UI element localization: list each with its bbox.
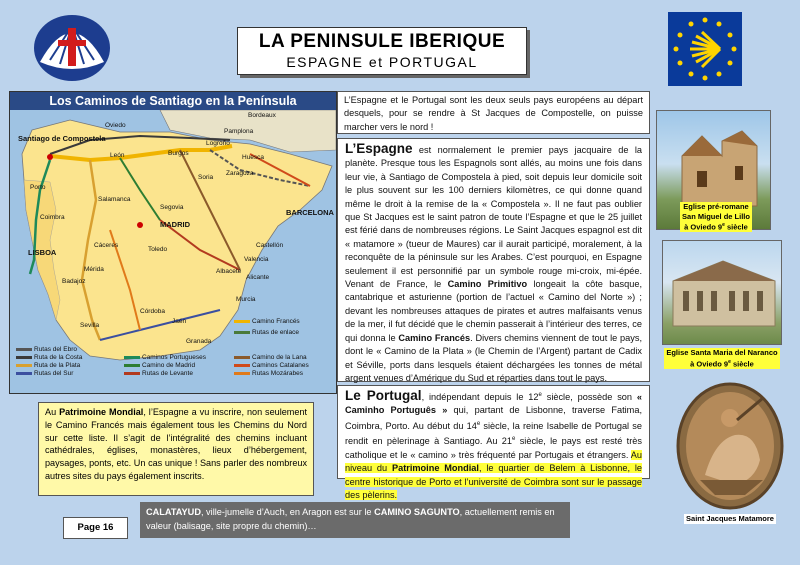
portugal-hl-b: , le quartier de Belem à Lisbonne, le centre historique de Porto et l’université de Coimbra sont sur le passage des pèlerins.	[345, 463, 642, 501]
photo-matamore-medallion	[675, 380, 785, 512]
footer-city: CALATAYUD	[146, 507, 201, 517]
city-leon: León	[110, 152, 125, 159]
patrimoine-mondial: Patrimoine Mondial	[59, 407, 144, 417]
calatayud-note	[140, 502, 570, 538]
city-barcelona: BARCELONA	[286, 208, 334, 217]
espagne-lead: L’Espagne	[345, 141, 413, 156]
city-jaen: Jaén	[172, 318, 187, 325]
caption-lillo-1: Eglise pré-romane	[683, 202, 749, 211]
portugal-text-1b: siècle, possède son	[541, 392, 637, 403]
patrimoine-box	[38, 402, 314, 496]
caption-matamore	[668, 514, 792, 524]
intro-paragraph: L’Espagne et le Portugal sont les deux seuls pays européens au départ desquels, pour se rendre à St Jacques de Compostelle, on puisse marcher vers le nord !	[337, 91, 650, 134]
city-santiago: Santiago de Compostela	[18, 134, 106, 143]
legend-enlace: Rutas de enlace	[234, 329, 299, 336]
page-title-box	[237, 27, 527, 75]
city-lisboa: LISBOA	[28, 248, 57, 257]
legend-frances: Camino Francés	[234, 318, 300, 325]
city-castellon: Castellón	[256, 242, 284, 249]
city-murcia: Murcia	[236, 296, 256, 303]
footer-text-b: , actuellement remis en valeur (balisage, site propre du chemin)…	[146, 507, 555, 531]
page-subtitle: ESPAGNE et PORTUGAL	[286, 54, 478, 70]
caption-matamore-text: Saint Jacques Matamore	[686, 514, 774, 523]
camino-europe-flag	[668, 12, 742, 86]
caption-lillo-3a: à Oviedo 9	[684, 222, 723, 232]
footer-text-a: , ville-jumelle d’Auch, en Aragon est sur le	[200, 507, 375, 517]
city-burgos: Burgos	[168, 150, 189, 157]
city-alicante: Alicante	[246, 274, 270, 281]
portugal-hl-a: Au niveau du	[345, 449, 643, 474]
caption-naranco	[656, 348, 788, 369]
city-bordeaux: Bordeaux	[248, 112, 276, 119]
legend-costa: Ruta de la Costa	[16, 354, 82, 361]
city-cordoba: Córdoba	[140, 308, 165, 315]
legend-ebro: Rutas del Ebro	[16, 346, 77, 353]
espagne-section	[337, 138, 650, 382]
map-title: Los Caminos de Santiago en la Península	[10, 92, 336, 110]
photo-santa-maria-naranco	[662, 240, 782, 345]
footer-camino: CAMINO SAGUNTO	[374, 507, 460, 517]
patrimoine-text-a: Au	[45, 407, 60, 417]
city-porto: Porto	[30, 184, 46, 191]
caminho-portugues: « Caminho Português »	[345, 392, 642, 416]
city-toledo: Toledo	[148, 246, 168, 253]
city-merida: Mérida	[84, 266, 104, 273]
legend-lana: Camino de la Lana	[234, 354, 307, 361]
portugal-patrimoine: Patrimoine Mondial	[391, 463, 479, 474]
caption-lillo	[661, 202, 771, 232]
caption-naranco-2b: siècle	[730, 359, 754, 368]
camino-shell-logo	[20, 10, 120, 85]
city-soria: Soria	[198, 174, 214, 181]
city-zaragoza: Zaragoza	[226, 170, 254, 177]
sup-1: e	[538, 392, 542, 398]
city-caceres: Cáceres	[94, 242, 119, 249]
espagne-text-1: est normalement le premier pays jacquaire de la planète. Presque tous les Espagnols sont allés, au moins une fois dans leur vie, à Santiago de Compostela à pied, soit depuis leur domicile soit le plus souvent sur les 100 derniers kilomètres, ce qui donne quand même le droit à la remise de la « Compostela ». Il ne faut pas oublier que St Jacques est le saint patron de toute l’Espagne et que le 25 juillet est férié dans de nombreuses régions. Le Saint Jacques espagnol est dit « matamore » (tueur de Maures) car il aurait participé, moralement, à la reconquête de la péninsule sur les Arabes. C’est pourquoi, en Espagne seulement il est personnifié par un symbole rouge mi-croix, mi-épée. Venant de France, le	[345, 145, 642, 290]
city-badajoz: Badajoz	[62, 278, 86, 285]
caption-naranco-box	[664, 348, 779, 369]
camino-primitivo: Camino Primitivo	[447, 279, 528, 290]
sup-2: e	[476, 420, 481, 427]
caption-naranco-2a: à Oviedo 9	[690, 359, 729, 368]
patrimoine-text-b: , l’Espagne a vu inscrire, non seulement le Camino Francés mais également tous les Chemins du Nord sur cette liste. Il s’agit de l’intégralité des chemins incluant cathédrales, églises, monastères, lieux d’hébergement, paysages, ponts, etc. Un cas unique ! Sans parler des nombreux autres sites du pays également inscrits.	[45, 407, 308, 481]
portugal-section	[337, 385, 650, 501]
page-title: LA PENINSULE IBERIQUE	[258, 31, 506, 52]
portugal-text-1c: qui, partant de Lisbonne, traverse Fatima, Coimbra, Porto. Au début du 14	[345, 405, 642, 431]
espagne-text-3: . Divers chemins viennent de tout le pays, dont le « Camino de la Plata » (le Chemin de l’Argent) partant de Cadix et Séville, ports dans lesquels étaient déchargées les tonnes de métal argent venues d’Amérique du Sud et réparties dans tout le pays.	[345, 332, 642, 383]
caption-lillo-3b: siècle	[724, 222, 748, 232]
legend-catalanes: Caminos Catalanes	[234, 362, 309, 369]
city-pamplona: Pamplona	[224, 128, 254, 135]
legend-sur: Rutas del Sur	[16, 370, 73, 377]
camino-frances: Camino Francés	[398, 332, 471, 343]
caminos-map	[9, 91, 337, 394]
caption-lillo-sup: e	[722, 222, 725, 228]
city-oviedo: Oviedo	[105, 122, 126, 129]
legend-mozarabes: Rutas Mozárabes	[234, 370, 303, 377]
city-madrid: MADRID	[160, 220, 190, 229]
city-segovia: Segovia	[160, 204, 184, 211]
legend-madrid: Camino de Madrid	[124, 362, 195, 369]
city-valencia: Valencia	[244, 256, 269, 263]
portugal-text-1a: , indépendant depuis le 12	[421, 392, 539, 403]
caption-lillo-box	[680, 202, 752, 232]
city-granada: Granada	[186, 338, 212, 345]
caption-naranco-1: Eglise Santa Maria del Naranco	[666, 348, 778, 357]
legend-levante: Rutas de Levante	[124, 370, 193, 377]
page-number: Page 16	[63, 517, 128, 539]
city-salamanca: Salamanca	[98, 196, 131, 203]
map-legend	[14, 318, 334, 378]
caption-lillo-2: San Miguel de Lillo	[682, 211, 750, 221]
legend-portugueses: Caminos Portugueses	[124, 354, 206, 361]
sup-3: e	[512, 436, 516, 443]
city-huesca: Huesca	[242, 154, 265, 161]
legend-plata: Ruta de la Plata	[16, 362, 80, 369]
portugal-lead: Le Portugal	[345, 388, 422, 404]
portugal-text-1e: siècle, le pays est resté très catholique et le « camino » très fréquenté par Portugais et étrangers.	[345, 436, 642, 460]
city-logrono: Logroño	[206, 140, 230, 147]
caption-naranco-sup: e	[728, 358, 731, 365]
city-coimbra: Coimbra	[40, 214, 65, 221]
espagne-text-2: longeait la côte basque, cantabrique et asturienne (portion de l’actuel « Camino del Norte ») ; devant les nombreuses attaques de pirates et autres malfaisants venus de la mer, il fut décidé que le chemin passerait à l’intérieur des terres, ce qui donna le	[345, 279, 642, 343]
city-albacete: Albacete	[216, 268, 242, 275]
portugal-text-1d: siècle, la reine Isabelle de Portugal se rendit en pèlerinage à Santiago. Au 21	[345, 420, 642, 447]
city-sevilla: Sevilla	[80, 322, 100, 329]
